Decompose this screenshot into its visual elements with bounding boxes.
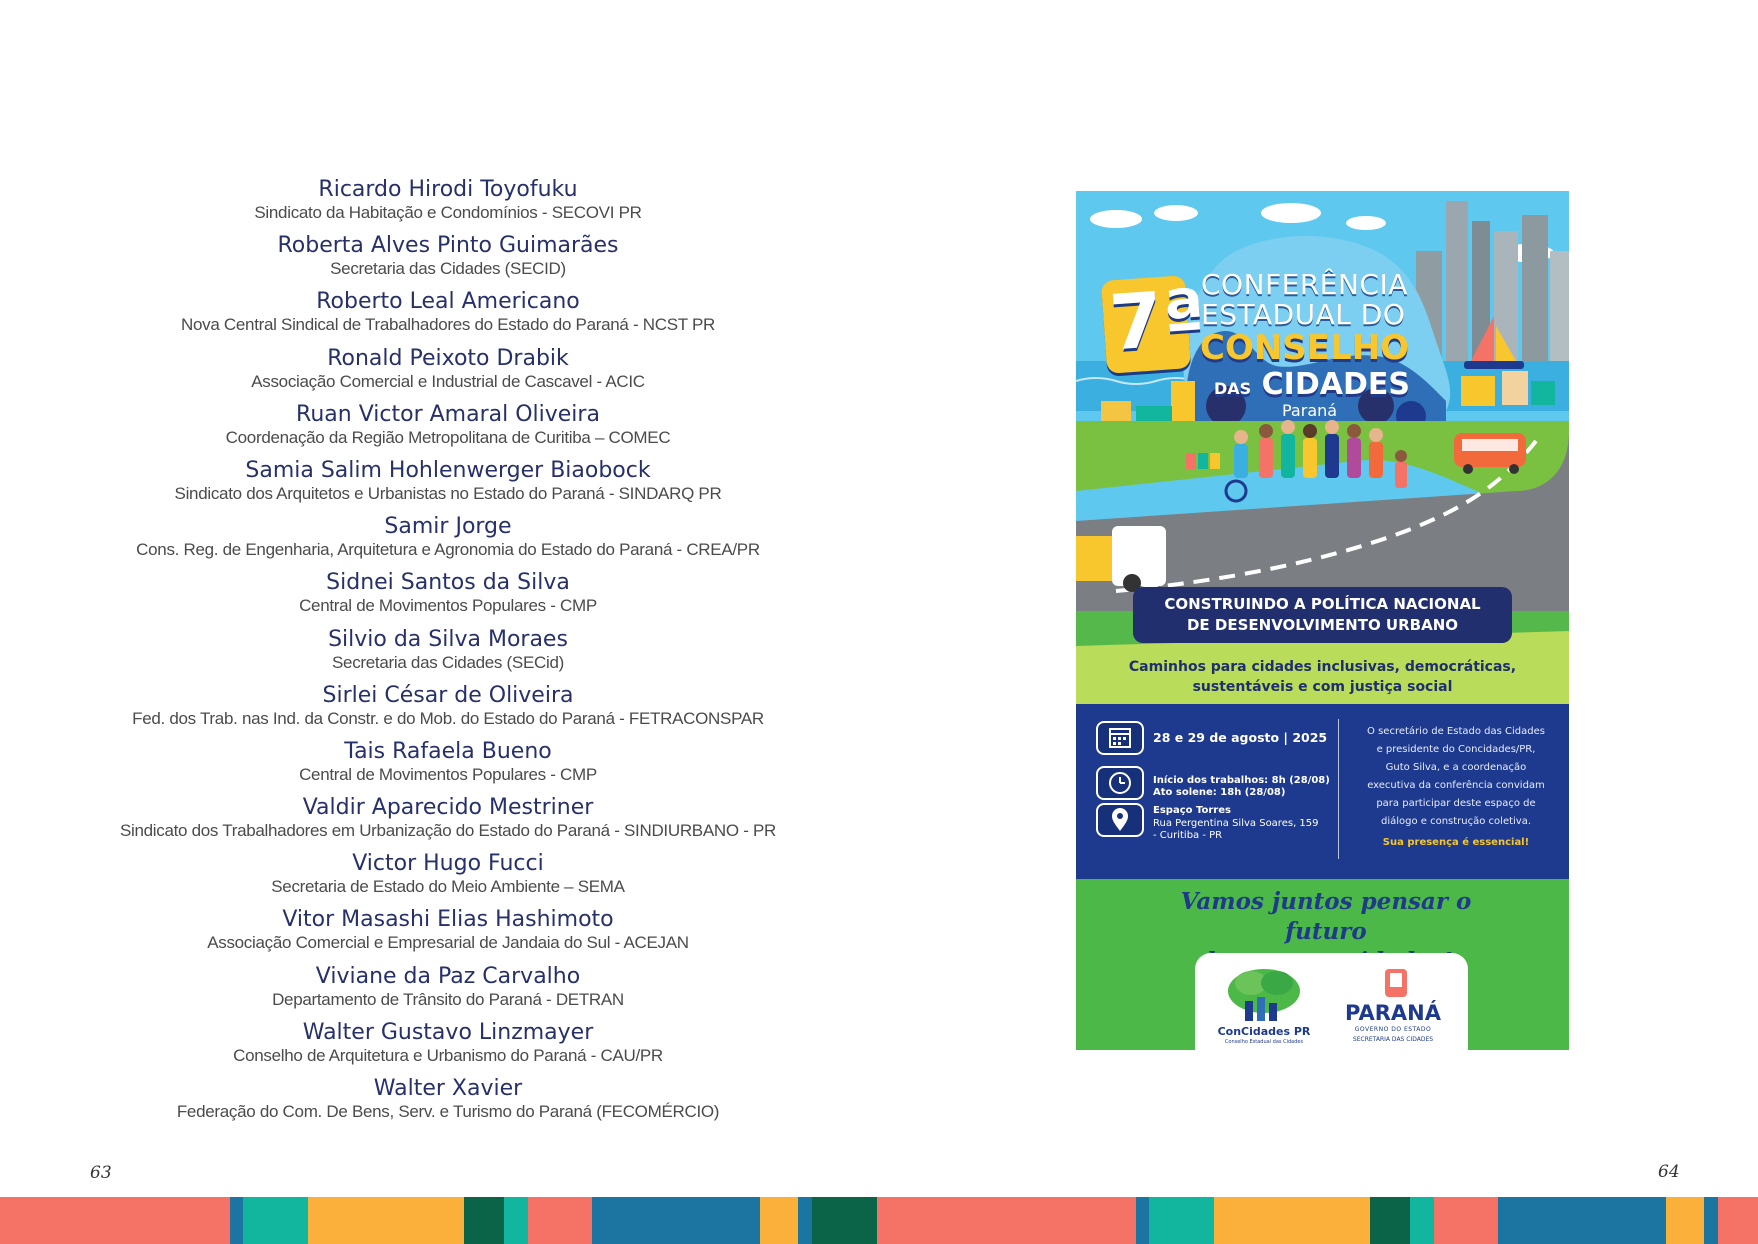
poster-title-state: Paraná — [1282, 401, 1338, 420]
page-number-left: 63 — [90, 1163, 112, 1183]
member-organization: Secretaria das Cidades (SECID) — [330, 259, 566, 279]
invite-line: O secretário de Estado das Cidades — [1367, 726, 1545, 737]
edition-number: 7ª — [1106, 271, 1209, 368]
logo-concidades-subtitle: Conselho Estadual das Cidades — [1224, 1039, 1304, 1045]
member-name: Roberta Alves Pinto Guimarães — [277, 233, 619, 259]
member-name: Vitor Masashi Elias Hashimoto — [282, 907, 614, 933]
member-name: Ruan Victor Amaral Oliveira — [296, 401, 600, 427]
invite-line: e presidente do Concidades/PR, — [1376, 744, 1536, 755]
logo-parana-secretaria: SECRETARIA DAS CIDADES — [1352, 1036, 1434, 1043]
member-organization: Fed. dos Trab. nas Ind. da Constr. e do Mob. do Estado do Paraná - FETRACONSPAR — [132, 708, 764, 728]
location-pin-icon — [1096, 803, 1144, 837]
invite-line: Guto Silva, e a coordenação — [1385, 762, 1527, 773]
logos-card — [1195, 953, 1468, 1050]
invite-line: executiva da conferência convidam — [1367, 780, 1545, 791]
member-entry — [0, 1075, 896, 1131]
poster-title-line1: CONFERÊNCIA — [1201, 268, 1408, 301]
member-entry — [0, 850, 896, 906]
slogan-line1: Vamos juntos pensar o futuro — [1180, 888, 1472, 945]
event-info-panel — [1076, 704, 1569, 879]
member-organization: Conselho de Arquitetura e Urbanismo do Paraná - CAU/PR — [233, 1045, 663, 1065]
logo-parana: PARANÁ — [1345, 1001, 1441, 1025]
member-name: Walter Xavier — [373, 1076, 523, 1101]
poster-banner — [1133, 587, 1512, 643]
member-entry — [0, 232, 896, 288]
invitation-text — [1346, 723, 1566, 831]
member-entry — [0, 626, 896, 682]
poster-title-das: DAS — [1214, 379, 1252, 398]
member-organization: Sindicato dos Trabalhadores em Urbanização do Estado do Paraná - SINDIURBANO - PR — [119, 821, 777, 841]
banner-line2: DE DESENVOLVIMENTO URBANO — [1186, 616, 1458, 634]
member-entry — [0, 457, 896, 513]
member-entry — [0, 794, 896, 850]
subtitle-line1: Caminhos para cidades inclusivas, democráticas, — [1128, 659, 1517, 675]
member-entry — [0, 401, 896, 457]
calendar-icon — [1096, 721, 1144, 755]
member-organization: Associação Comercial e Industrial de Cascavel - ACIC — [251, 371, 645, 391]
poster-subtitle — [1096, 657, 1549, 697]
member-organization: Coordenação da Região Metropolitana de Curitiba – COMEC — [225, 427, 671, 447]
poster-title-cidades: CIDADES — [1261, 367, 1410, 402]
banner-line1: CONSTRUINDO A POLÍTICA NACIONAL — [1164, 595, 1481, 613]
bottom-color-stripe — [0, 1197, 1758, 1244]
member-name: Ronald Peixoto Drabik — [327, 345, 569, 371]
invite-line: para participar deste espaço de — [1376, 798, 1536, 809]
info-divider — [1338, 719, 1339, 859]
invite-line: diálogo e construção coletiva. — [1380, 816, 1532, 827]
event-date: 28 e 29 de agosto | 2025 — [1153, 730, 1328, 745]
member-organization: Sindicato da Habitação e Condomínios - SECOVI PR — [254, 203, 642, 222]
member-organization: Secretaria de Estado do Meio Ambiente – SEMA — [271, 877, 625, 897]
member-name: Silvio da Silva Moraes — [328, 626, 568, 652]
member-name: Walter Gustavo Linzmayer — [302, 1019, 594, 1045]
event-time-ceremony: Ato solene: 18h (28/08) — [1153, 787, 1286, 798]
event-time-start: Início dos trabalhos: 8h (28/08) — [1153, 775, 1330, 786]
member-name: Victor Hugo Fucci — [352, 851, 544, 877]
conference-poster — [1076, 191, 1569, 1050]
venue-address-line2: - Curitiba - PR — [1153, 830, 1223, 841]
member-entry — [0, 345, 896, 401]
member-organization: Central de Movimentos Populares - CMP — [299, 596, 597, 616]
member-entry — [0, 513, 896, 569]
page-number-right: 64 — [1658, 1162, 1680, 1182]
presence-essential: Sua presença é essencial! — [1382, 837, 1530, 848]
member-organization: Nova Central Sindical de Trabalhadores do Estado do Paraná - NCST PR — [181, 315, 715, 335]
member-organization: Central de Movimentos Populares - CMP — [299, 764, 597, 784]
poster-title-line3: CONSELHO — [1200, 328, 1410, 368]
poster-footer — [1076, 879, 1569, 1050]
member-organization: Departamento de Trânsito do Paraná - DETRAN — [272, 989, 624, 1009]
member-name: Roberto Leal Americano — [316, 289, 580, 315]
member-name: Viviane da Paz Carvalho — [315, 963, 581, 989]
member-entry — [0, 176, 896, 232]
member-entry — [0, 288, 896, 344]
member-name: Tais Rafaela Bueno — [344, 738, 552, 764]
member-name: Samia Salim Hohlenwerger Biaobock — [245, 457, 651, 483]
poster-title-line2: ESTADUAL DO — [1201, 298, 1406, 331]
member-name: Samir Jorge — [384, 514, 512, 540]
member-list — [0, 176, 896, 1131]
member-organization: Cons. Reg. de Engenharia, Arquitetura e Agronomia do Estado do Paraná - CREA/PR — [136, 540, 760, 560]
member-entry — [0, 682, 896, 738]
member-entry — [0, 906, 896, 962]
logo-parana-government: GOVERNO DO ESTADO — [1354, 1026, 1432, 1033]
member-entry — [0, 963, 896, 1019]
member-organization: Federação do Com. De Bens, Serv. e Turismo do Paraná (FECOMÉRCIO) — [176, 1102, 720, 1121]
edition-badge — [1101, 271, 1209, 374]
member-name: Sidnei Santos da Silva — [326, 570, 570, 596]
logo-concidades: ConCidades PR — [1217, 1025, 1311, 1038]
poster-title-line4 — [1214, 367, 1410, 402]
venue-name: Espaço Torres — [1153, 805, 1231, 816]
member-entry — [0, 569, 896, 625]
member-name: Sirlei César de Oliveira — [322, 682, 574, 708]
member-name: Valdir Aparecido Mestriner — [302, 795, 594, 821]
member-organization: Sindicato dos Arquitetos e Urbanistas no Estado do Paraná - SINDARQ PR — [174, 483, 722, 503]
clock-icon — [1096, 766, 1144, 800]
member-organization: Secretaria das Cidades (SECid) — [332, 652, 564, 672]
member-entry — [0, 1019, 896, 1075]
subtitle-line2: sustentáveis e com justiça social — [1192, 679, 1453, 695]
member-organization: Associação Comercial e Empresarial de Jandaia do Sul - ACEJAN — [207, 933, 689, 953]
member-entry — [0, 738, 896, 794]
venue-address-line1: Rua Pergentina Silva Soares, 159 — [1153, 818, 1319, 829]
member-name: Ricardo Hirodi Toyofuku — [318, 177, 578, 202]
